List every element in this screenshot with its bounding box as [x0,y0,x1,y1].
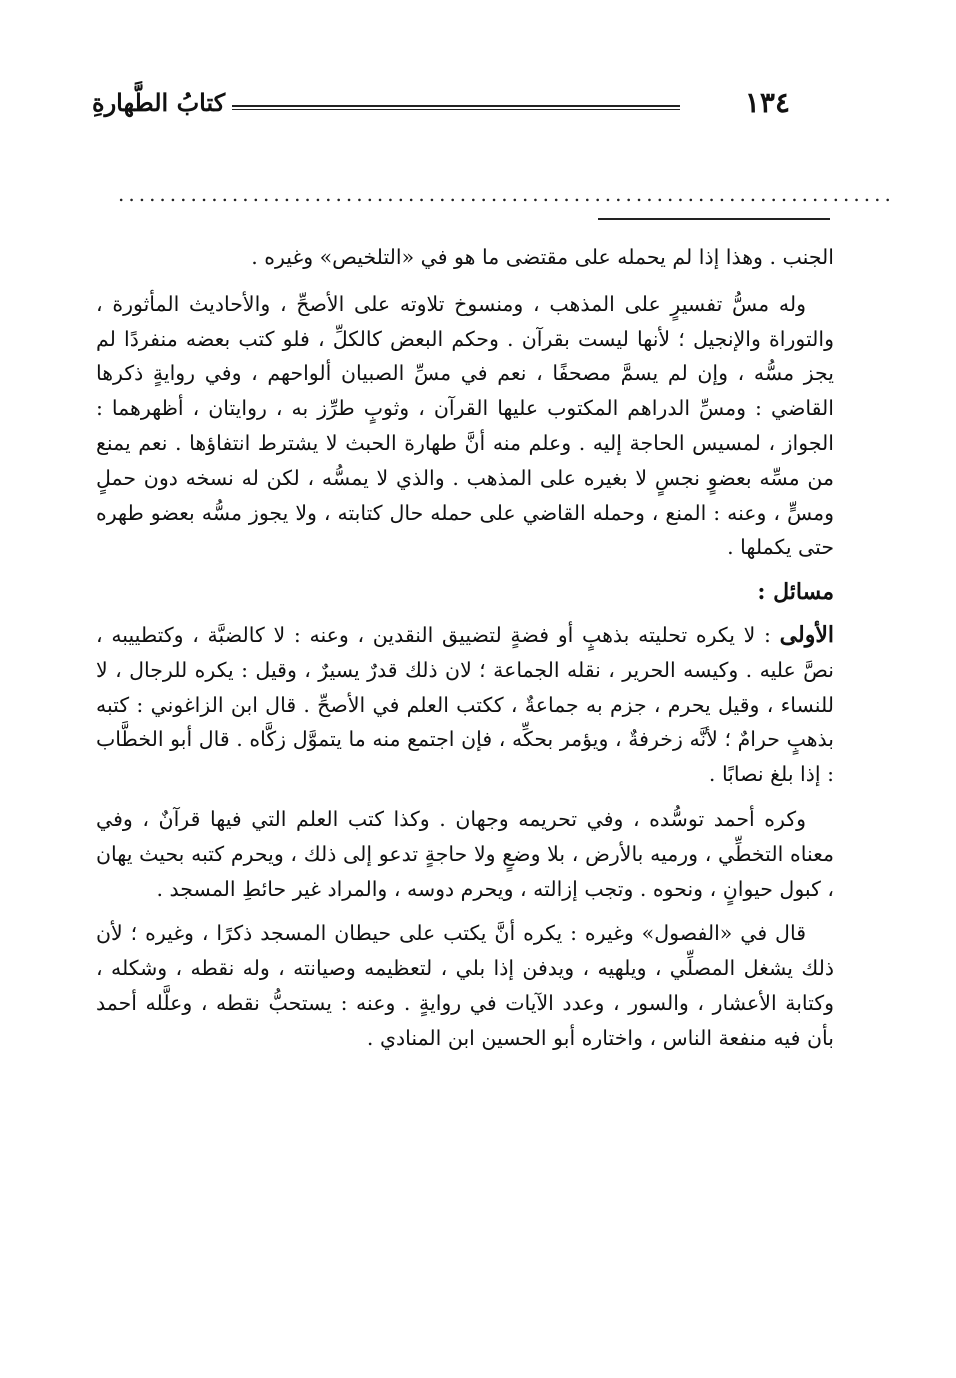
footnote-rule [598,218,830,220]
book-title: كتابُ الطَّهارةِ [92,88,226,117]
header-rule [232,105,680,110]
paragraph-continuation: الجنب . وهذا إذا لم يحمله على مقتضى ما هو في «التلخيص» وغيره . [251,245,834,269]
paragraph-fusul: قال في «الفصول» وغيره : يكره أنَّ يكتب على حيطان المسجد ذكرًا ، وغيره ؛ لأن ذلك يشغل المصلِّي ، ويلهيه ، ويدفن إذا بلي ، لتعظيمه وصيانته ، وله نقطه ، وشكله ، وكتابة الأعشار ، والسور ، وعدد الآيات في روايةٍ . وعنه : يستحبُّ نقطه ، وعلَّله أحمد بأن فيه منفعة الناس ، واختاره أبو الحسين ابن المنادي . [96,921,834,1050]
page-number: ١٣٤ [744,86,790,119]
paragraph-ahmad-opinion: وكره أحمد توسُّده ، وفي تحريمه وجهان . وكذا كتب العلم التي فيها قرآنٌ ، وفي معناه التخطِّي ، ورميه بالأرض ، بلا وضعٍ ولا حاجةٍ تدعو إلى ذلك ، ويحرم كتبه بحيث يهان ، كبول حيوانٍ ، ونحوه . وتجب إزالته ، ويحرم دوسه ، والمراد غير حائطِ المسجد . [96,806,834,901]
body-text [96,240,834,1066]
paragraph-first-issue [96,618,834,792]
running-header [92,86,790,126]
section-heading: مسائل : [757,579,834,606]
issue-lead-word: الأولى [779,621,834,648]
issue-text: : لا يكره تحليته بذهبٍ أو فضةٍ لتضييق النقدين ، وعنه : لا كالضبَّة ، وكتطييبه ، نصَّ عليه . وكيسه الحرير ، نقله الجماعة ؛ لان ذلك قدرٌ يسيرٌ ، وقيل : يكره للرجال ، لا للنساء ، وقيل يحرم ، جزم به جماعةٌ ، ككتب العلم في الأصحِّ . قال ابن الزاغوني : كتبه بذهبٍ حرامٌ ؛ لأنَّه زخرفةٌ ، ويؤمر بحكِّه ، فإن اجتمع منه ما يتموَّل زكَّاه . قال أبو الخطَّاب : إذا بلغ نصابًا . [96,622,834,787]
dotted-separator: ........................................................................... [118,182,895,206]
paragraph-touch-rules: وله مسُّ تفسيرٍ على المذهب ، ومنسوخ تلاوته على الأصحِّ ، والأحاديث المأثورة ، والتوراة والإنجيل ؛ لأنها ليست بقرآن . وحكم البعض كالكلِّ ، فلو كتب بعضه منفردًا لم يجز مسُّه ، وإن لم يسمَّ مصحفًا ، نعم في مسِّ الصبيان ألواحهم ، وفي روايةٍ ذكرها القاضي : ومسِّ الدراهم المكتوب عليها القرآن ، وثوبٍ طرِّز به ، روايتان ، أظهرهما : الجواز ، لمسيس الحاجة إليه . وعلم منه أنَّ طهارة الحبث لا يشترط انتفاؤها . نعم يمنع من مسِّه بعضوٍ نجسٍ لا بغيره على المذهب . والذي لا يمسُّه ، لكن له نسخه دون حملٍ ومسٍّ ، وعنه : المنع ، وحمله القاضي على حمله حال كتابته ، ولا يجوز مسُّه بعضو طهره حتى يكملها . [96,291,834,560]
